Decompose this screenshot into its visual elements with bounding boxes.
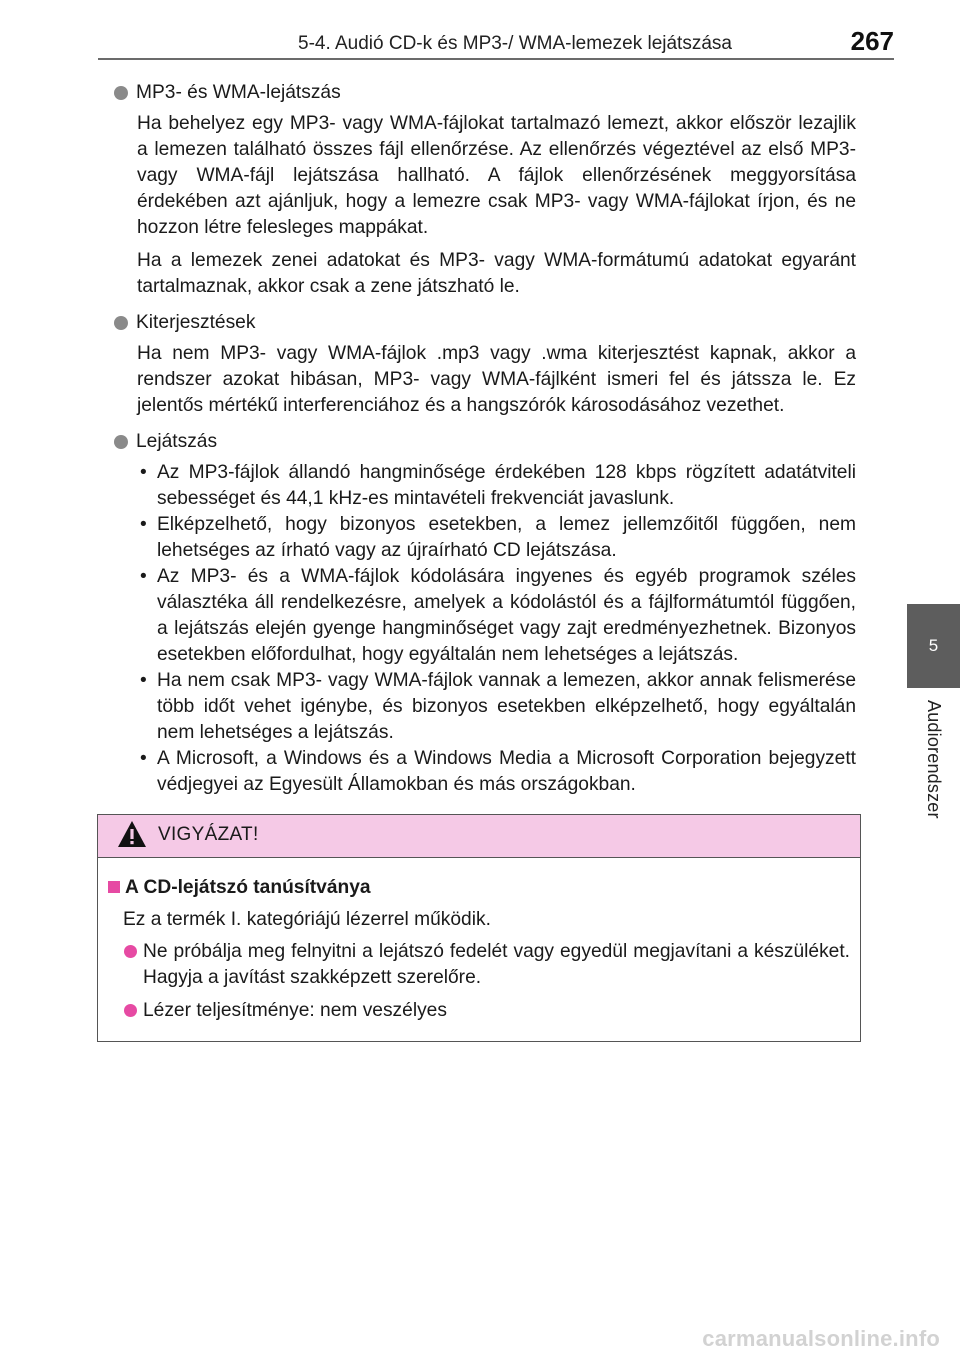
page-number: 267 bbox=[850, 26, 894, 56]
list-bullet-icon: • bbox=[140, 514, 147, 535]
list-bullet-icon: • bbox=[140, 566, 147, 587]
caution-header bbox=[98, 815, 860, 858]
section-playback bbox=[112, 429, 856, 798]
caution-bullet: Ne próbálja meg felnyitni a lejátszó fedelét vagy egyedül megjavítani a készüléket. Hagyja a javítást szakképzett szerelőre. bbox=[124, 939, 850, 991]
section-extensions bbox=[112, 310, 856, 419]
list-item: • Elképzelhető, hogy bizonyos esetekben, a lemez jellemzőitől függően, nem lehetséges az írható vagy az újraírható CD lejátszása. bbox=[140, 514, 856, 561]
paragraph: Ha behelyez egy MP3- vagy WMA-fájlokat tartalmazó lemezt, akkor először lezajlik a lemezen található összes fájl ellenőrzése. Az ellenőrzés végeztével az első MP3- vagy WMA-fájl lejátszása hallható. A fájlok ellenőrzésének meggyorsítása érdekében azt ajánljuk, hogy a lemezre csak MP3- vagy WMA-fájlokat írjon, és ne hozzon létre felesleges mappákat. bbox=[137, 113, 856, 238]
caution-bullet: Lézer teljesítménye: nem veszélyes bbox=[124, 998, 850, 1024]
chapter-tab: 5 bbox=[907, 604, 960, 688]
caution-intro: Ez a termék I. kategóriájú lézerrel működik. bbox=[123, 909, 491, 930]
bullet-dot-icon bbox=[114, 316, 128, 330]
chapter-label: Audiorendszer bbox=[924, 700, 944, 819]
caution-heading: A CD-lejátszó tanúsítványa bbox=[108, 875, 850, 901]
square-bullet-icon bbox=[108, 881, 120, 893]
list-item: • A Microsoft, a Windows és a Windows Media a Microsoft Corporation bejegyzett védjegyei az Egyesült Államokban és más országokban. bbox=[140, 748, 856, 795]
list-bullet-icon: • bbox=[140, 462, 147, 483]
warning-triangle-icon bbox=[117, 820, 147, 848]
watermark: carmanualsonline.info bbox=[702, 1326, 940, 1351]
bullet-dot-icon bbox=[114, 435, 128, 449]
caution-title: VIGYÁZAT! bbox=[158, 824, 259, 845]
section-heading: Kiterjesztések bbox=[112, 310, 856, 336]
main-content bbox=[112, 80, 856, 808]
bullet-dot-icon bbox=[124, 945, 137, 958]
caution-box bbox=[97, 814, 861, 1042]
list-item: • Az MP3- és a WMA-fájlok kódolására ingyenes és egyéb programok széles választéka áll rendelkezésre, amelyek a kódolástól és a fájlformátumtól függően, a lejátszás elején gyenge hangminőséget vagy zajt eredményezhetnek. Bizonyos esetekben előfordulhat, hogy egyáltalán nem lehetséges a lejátszás. bbox=[140, 566, 856, 665]
caution-body bbox=[98, 858, 860, 1024]
paragraph: Ha nem MP3- vagy WMA-fájlok .mp3 vagy .wma kiterjesztést kapnak, akkor a rendszer azokat hibásan, MP3- vagy WMA-fájlként ismeri fel és játssza le. Ez jelentős mértékű interferenciához és a hangszórók károsodásához vezethet. bbox=[137, 343, 856, 416]
list-bullet-icon: • bbox=[140, 748, 147, 769]
playback-list bbox=[137, 460, 856, 798]
section-title: 5-4. Audió CD-k és MP3-/ WMA-lemezek lejátszása bbox=[298, 33, 732, 54]
section-mp3-wma bbox=[112, 80, 856, 300]
list-item: • Ha nem csak MP3- vagy WMA-fájlok vannak a lemezen, akkor annak felismerése több időt vehet igénybe, és bizonyos esetekben elképzelhető, hogy egyáltalán nem lehetséges a lejátszás. bbox=[140, 670, 856, 743]
paragraph: Ha a lemezek zenei adatokat és MP3- vagy WMA-formátumú adatokat egyaránt tartalmaznak, akkor csak a zene játszható le. bbox=[137, 250, 856, 297]
list-item: • Az MP3-fájlok állandó hangminősége érdekében 128 kbps rögzített adatátviteli sebességet és 44,1 kHz-es mintavételi frekvenciát javaslunk. bbox=[140, 462, 856, 509]
bullet-dot-icon bbox=[124, 1004, 137, 1017]
section-heading: MP3- és WMA-lejátszás bbox=[112, 80, 856, 106]
section-heading: Lejátszás bbox=[112, 429, 856, 455]
page-header bbox=[98, 22, 894, 60]
list-bullet-icon: • bbox=[140, 670, 147, 691]
bullet-dot-icon bbox=[114, 86, 128, 100]
